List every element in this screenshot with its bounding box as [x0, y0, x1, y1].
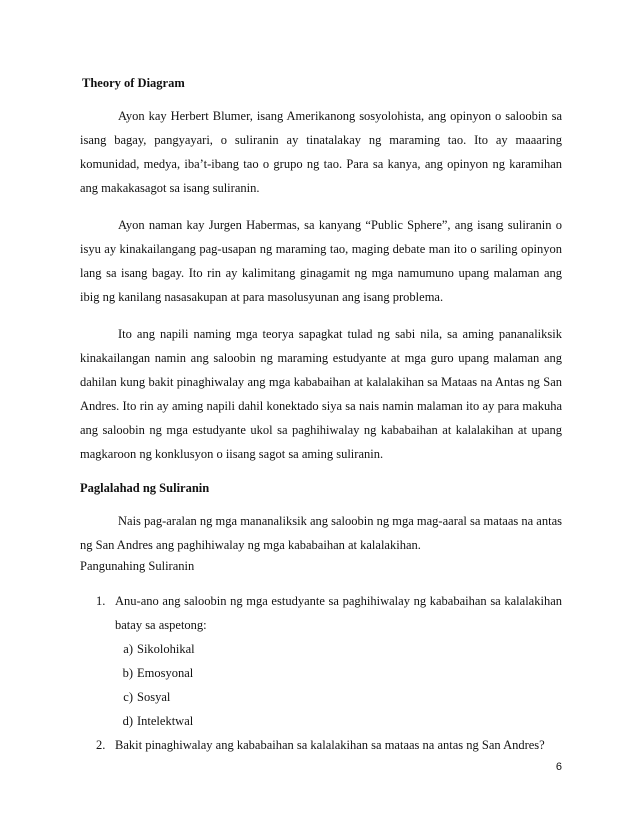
- aspect-item: [115, 661, 562, 685]
- aspect-letter: a): [123, 642, 133, 656]
- question-number: 1.: [96, 594, 106, 608]
- question-item-1: [80, 589, 562, 733]
- aspect-item: [115, 709, 562, 733]
- paragraph-habermas: Ayon naman kay Jurgen Habermas, sa kanyang “Public Sphere”, ang isang suliranin o isyu ay kinakailangang pag-usapan ng maraming tao, maging debate man ito o sariling opinyon lang sa isang bagay. Ito rin ay kalimitang ginagamit ng mga namumuno upang malaman ang ibig ng kanilang nasasakupan at para masolusyunan ang isang problema.: [80, 218, 562, 304]
- paragraph-suliranin: Nais pag-aralan ng mga mananaliksik ang saloobin ng mga mag-aaral sa mataas na antas ng San Andres ang paghihiwalay ng mga kababaihan at kalalakihan.: [80, 514, 562, 552]
- aspect-item: [115, 637, 562, 661]
- question-item-2: [80, 733, 562, 757]
- question-number: 2.: [96, 738, 106, 752]
- paragraph-blumer: Ayon kay Herbert Blumer, isang Amerikanong sosyolohista, ang opinyon o saloobin sa isang bagay, pangyayari, o suliranin ay tinatalakay ng maraming tao. Ito ay maaaring komunidad, medya, iba’t-ibang tao o grupo ng tao. Para sa kanya, ang opinyon ng karamihan ang makakasagot sa isang suliranin.: [80, 109, 562, 195]
- subheading-pangunahing-suliranin: Pangunahing Suliranin: [80, 559, 195, 573]
- question-list: [80, 589, 562, 757]
- aspect-list: [115, 637, 562, 733]
- aspect-item: [115, 685, 562, 709]
- section-heading-suliranin: Paglalahad ng Suliranin: [80, 481, 210, 495]
- question-text: Anu-ano ang saloobin ng mga estudyante sa paghihiwalay ng kababaihan sa kalalakihan batay sa aspetong:: [115, 594, 562, 632]
- aspect-text: Emosyonal: [137, 666, 194, 680]
- aspect-text: Sosyal: [137, 690, 171, 704]
- aspect-text: Intelektwal: [137, 714, 194, 728]
- aspect-text: Sikolohikal: [137, 642, 195, 656]
- aspect-letter: c): [123, 690, 133, 704]
- aspect-letter: d): [122, 714, 133, 728]
- question-text: Bakit pinaghiwalay ang kababaihan sa kalalakihan sa mataas na antas ng San Andres?: [115, 738, 545, 752]
- section-heading-theory: Theory of Diagram: [82, 76, 185, 90]
- paragraph-theory-choice: Ito ang napili naming mga teorya sapagkat tulad ng sabi nila, sa aming pananaliksik kinakailangan namin ang saloobin ng maraming estudyante at mga guro upang malaman ang dahilan kung bakit pinaghiwalay ang mga kababaihan at kalalakihan sa Mataas na Antas ng San Andres. Ito rin ay aming napili dahil konektado siya sa nais namin malaman ito ay para makuha ang saloobin ng mga estudyante ukol sa paghihiwalay ng kababaihan at kalalakihan at upang magkaroon ng konklusyon o iisang sagot sa aming suliranin.: [80, 327, 562, 461]
- page-number: 6: [555, 761, 562, 773]
- aspect-letter: b): [122, 666, 133, 680]
